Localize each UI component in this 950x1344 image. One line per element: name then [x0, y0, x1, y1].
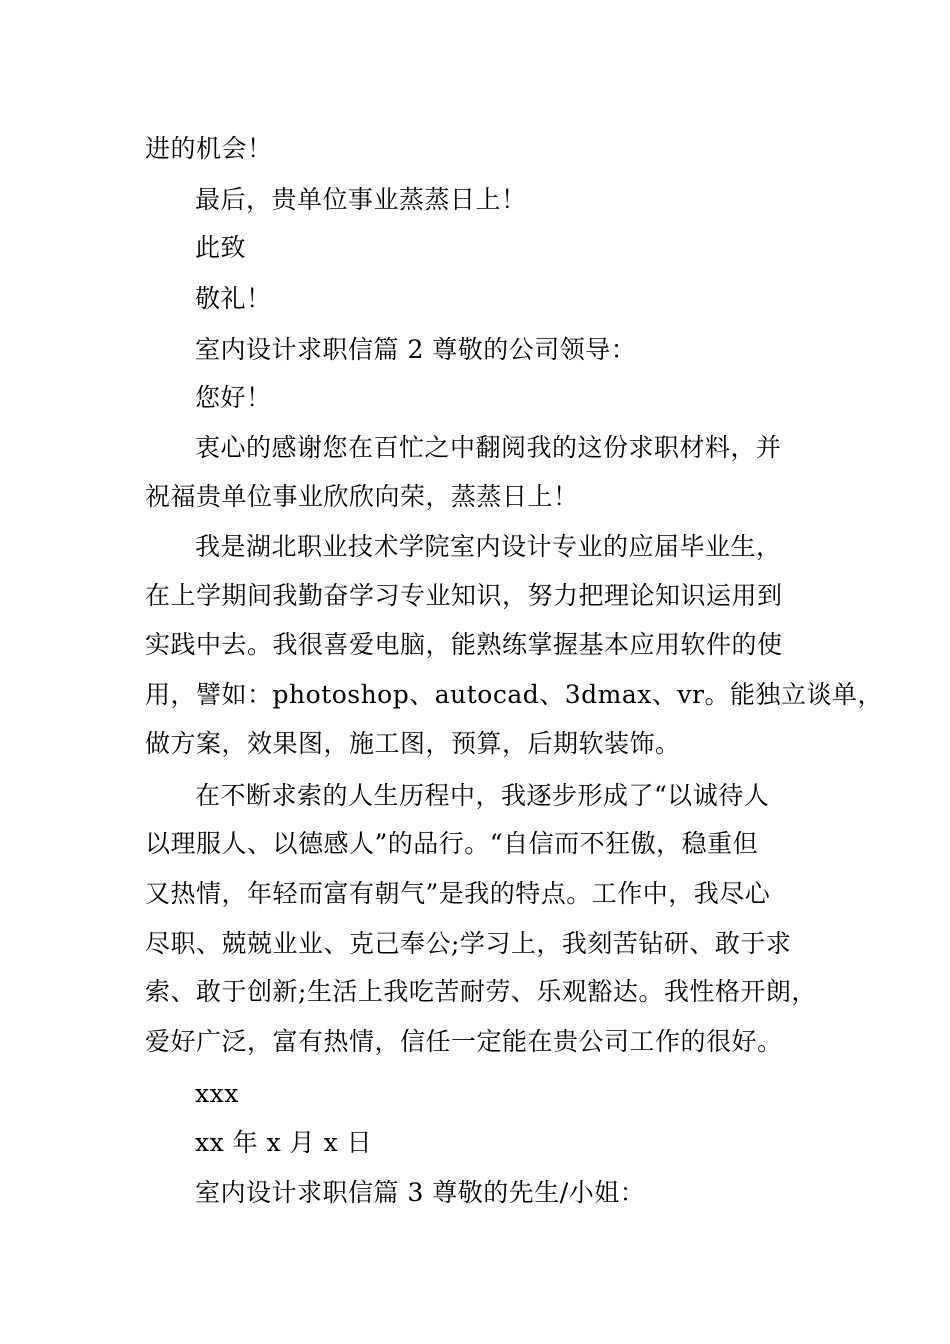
- text-line: 衷心的感谢您在百忙之中翻阅我的这份求职材料，并: [195, 433, 782, 462]
- text-line: 祝福贵单位事业欣欣向荣，蒸蒸日上！: [145, 482, 579, 511]
- section-heading: 室内设计求职信篇 2 尊敬的公司领导：: [195, 335, 637, 364]
- text-line: 实践中去。我很喜爱电脑，能熟练掌握基本应用软件的使: [145, 630, 783, 659]
- text-line: 又热情，年轻而富有朝气”是我的特点。工作中，我尽心: [145, 879, 771, 908]
- text-line: 在不断求索的人生历程中，我逐步形成了“以诚待人: [195, 781, 770, 810]
- text-line: 您好！: [195, 383, 272, 412]
- text-line: 我是湖北职业技术学院室内设计专业的应届毕业生，: [195, 532, 782, 561]
- signature-date: xx 年 x 月 x 日: [195, 1128, 373, 1157]
- text-line: 尽职、兢兢业业、克己奉公;学习上，我刻苦钻研、敢于求: [145, 929, 792, 958]
- text-line: 爱好广泛，富有热情，信任一定能在贵公司工作的很好。: [145, 1027, 783, 1056]
- text-line: 此致: [195, 233, 247, 262]
- text-line: 进的机会！: [145, 134, 273, 163]
- section-heading: 室内设计求职信篇 3 尊敬的先生/小姐：: [195, 1178, 646, 1207]
- text-line: 敬礼！: [195, 284, 272, 313]
- text-line: 以理服人、以德感人”的品行。“自信而不狂傲，稳重但: [145, 829, 759, 858]
- text-line: 索、敢于创新;生活上我吃苦耐劳、乐观豁达。我性格开朗，: [145, 977, 817, 1006]
- text-line: 最后，贵单位事业蒸蒸日上！: [195, 185, 527, 214]
- text-line: 用，譬如：photoshop、autocad、3dmax、vr。能独立谈单，: [145, 680, 883, 709]
- text-line: 在上学期间我勤奋学习专业知识，努力把理论知识运用到: [145, 581, 783, 610]
- signature-name: xxx: [195, 1079, 239, 1108]
- text-line: 做方案，效果图，施工图，预算，后期软装饰。: [145, 729, 681, 758]
